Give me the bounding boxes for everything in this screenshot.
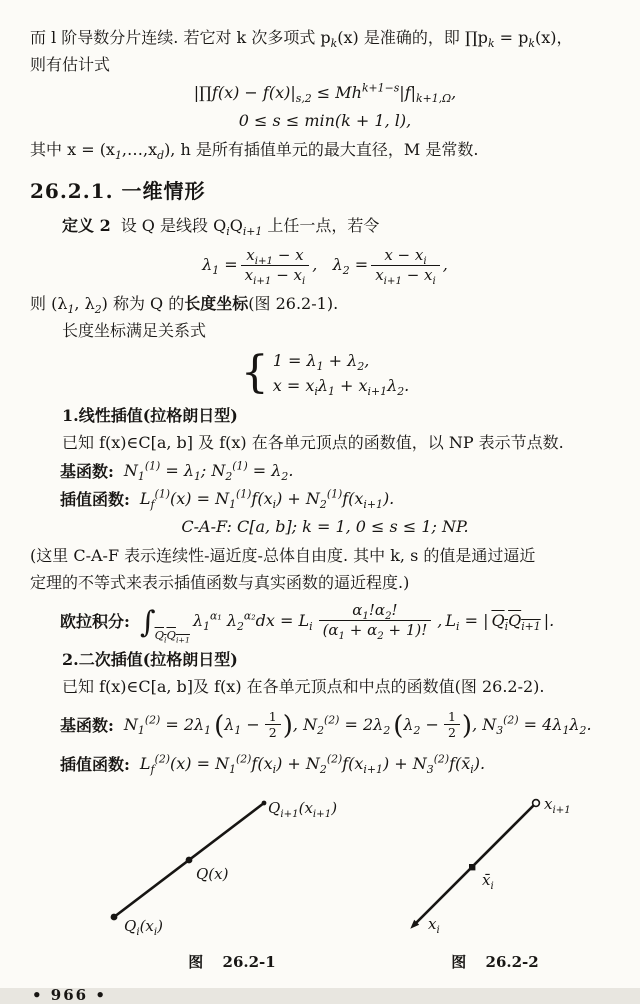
euler-length-segment: $Q_iQ_{i+1}$ — [491, 611, 541, 634]
label-point-Qi: $Q_i(x_i)$ — [124, 916, 164, 938]
equation-system — [30, 348, 620, 398]
euler-length-lhs: $L_i$ = | — [445, 611, 489, 634]
euler-fraction — [319, 601, 435, 640]
euler-separator: , — [437, 611, 443, 630]
label-point-xi1: $x_{i+1}$ — [544, 794, 571, 816]
integral-sign: ∫ — [139, 605, 156, 640]
equation-error-estimate-text: |∏f(x) − $f(x)|_{s,2} \le Mh^{k+1-s}|f|_{k+1,\Omega}$, — [193, 81, 457, 106]
endpoint-dot-Qi1 — [262, 800, 267, 805]
paragraph-linear-given: 已知 f(x)∈C[a, b] 及 f(x) 在各单元顶点的函数值，以 NP 表示节点数. — [62, 432, 564, 452]
row-euler-integral — [30, 597, 620, 645]
row-basis-functions-quadratic — [30, 701, 620, 749]
caf-text: C-A-F: C[a, b]; k = 1, 0 ≤ s ≤ 1; NP. — [181, 516, 469, 536]
midpoint-dot-xbar — [469, 864, 475, 870]
paragraph-notation: 其中 $x = (x_1,\dots,x_d)$, h 是所有插值单元的最大直径，M 是常数. — [30, 140, 479, 163]
open-endpoint-dot-xi1 — [533, 799, 540, 806]
euler-integral-label: 欧拉积分: — [60, 612, 130, 631]
segment-line — [416, 803, 536, 923]
basis-functions-linear-formula: $N_1^{(1)} = \lambda_1$; $N_2^{(1)} = \lambda_2$. — [123, 459, 294, 483]
system-line-2: $x = x_i\lambda_1 + x_{i+1}\lambda_2$. — [272, 375, 410, 398]
system-lines — [273, 348, 409, 398]
basis2-n1-head: $N_1^{(2)} = 2\lambda_1$ — [123, 713, 212, 738]
definition-text: 设 Q 是线段 $Q_iQ_{i+1}$ 上任一点，若令 — [120, 216, 380, 239]
figure-26-2-1-caption: 图 26.2-1 — [188, 952, 276, 971]
row-basis-functions-linear — [30, 457, 620, 484]
trailing-comma: , — [442, 254, 448, 274]
page-footer — [30, 986, 620, 1004]
section-heading-26-2-1: 26.2.1. 一维情形 — [30, 179, 206, 203]
lambda1-denominator: $x_{i+1} - x_i$ — [241, 265, 310, 285]
integral-subscript — [155, 628, 190, 642]
system-line-1: $1 = \lambda_1 + \lambda_2$, — [272, 350, 370, 373]
interpolation-function-linear-formula: $L_f^{(1)}(x) = N_1^{(1)}f(x_i) + N_2^{(1)}f(x_{i+1})$. — [139, 487, 395, 511]
figure-26-2-2 — [400, 789, 590, 972]
lambda2-fraction — [371, 246, 440, 285]
separator-comma: , — [312, 254, 318, 274]
p4-bold-term: 长度坐标 — [184, 293, 249, 313]
label-point-Qi1: $Q_{i+1}(x_{i+1})$ — [268, 798, 338, 820]
euler-length-end: |. — [543, 611, 555, 630]
euler-fraction-denominator: $(\alpha_1 + \alpha_2 + 1)$! — [319, 620, 432, 640]
paragraph-caf-note-line1: (这里 C-A-F 表示连续性-逼近度-总体自由度. 其中 k, s 的值是通过逼近 — [30, 545, 536, 565]
basis-functions-quadratic-label: 基函数: — [60, 716, 114, 735]
integral-subscript-segment: $Q_iQ_{i+1}$ — [154, 627, 190, 644]
basis2-n2-head: , $N_2^{(2)} = 2\lambda_2$ — [292, 713, 391, 738]
p4-start: 则 ($\lambda_1$, $\lambda_2$) 称为 Q 的 — [30, 293, 185, 316]
right-paren-1: ) — [282, 710, 293, 741]
half-numerator-2: 1 — [447, 709, 456, 724]
left-paren-2: ( — [393, 710, 404, 741]
one-half-fraction-2 — [444, 709, 460, 740]
endpoint-dot-Qi — [111, 913, 118, 920]
label-point-xbar: $x̄_i$ — [482, 870, 494, 892]
paragraph-intro-line1: 而 l 阶导数分片连续. 若它对 k 次多项式 $p_k(x)$ 是准确的，即 $\prod p_k = p_k(x)$， — [30, 28, 573, 51]
lambda1-lhs: $\lambda_1$ = — [202, 254, 238, 277]
row-interpolation-function-linear — [30, 485, 620, 512]
system-brace: { — [240, 346, 269, 398]
half-denominator-2: 2 — [444, 724, 460, 740]
lambda2-lhs: $\lambda_2$ = — [332, 254, 369, 277]
p4-end: (图 26.2-1). — [248, 293, 339, 313]
equation-s-range-text: 0 ≤ s ≤ min(k + 1, l), — [238, 111, 412, 130]
paragraph-definition-2 — [30, 212, 620, 239]
lambda1-numerator: $x_{i+1} - x$ — [246, 246, 304, 267]
basis2-n3: , $N_3^{(2)} = 4\lambda_1\lambda_2$. — [472, 713, 592, 738]
left-paren-1: ( — [214, 710, 225, 741]
figure-26-2-2-caption: 图 26.2-2 — [451, 952, 539, 971]
one-half-fraction-1 — [265, 709, 281, 740]
label-point-xi: $x_i$ — [428, 914, 440, 936]
label-point-Q: Q(x) — [196, 864, 229, 883]
figures-row — [30, 789, 620, 972]
equation-error-estimate — [30, 80, 620, 106]
half-denominator-1: 2 — [265, 724, 281, 740]
equation-s-range — [30, 108, 620, 134]
paragraph-quadratic-given: 已知 f(x)∈C[a, b]及 f(x) 在各单元顶点和中点的函数值(图 26.2-2). — [62, 676, 545, 696]
definition-label: 定义 2 — [62, 216, 111, 235]
right-paren-2: ) — [461, 710, 473, 741]
lambda2-denominator: $x_{i+1} - x_i$ — [371, 265, 440, 285]
lambda1-fraction — [241, 246, 310, 285]
half-numerator-1: 1 — [268, 709, 277, 724]
interpolation-function-label: 插值函数: — [60, 489, 130, 509]
paragraph-relations-intro: 长度坐标满足关系式 — [62, 320, 207, 340]
page-number: • 966 • — [32, 985, 107, 1004]
euler-fraction-numerator: $\alpha_1!\alpha_2$! — [352, 601, 398, 623]
row-interpolation-function-quadratic — [30, 750, 620, 777]
interpolation-function-quadratic-label: 插值函数: — [60, 754, 130, 774]
interpolation-function-quadratic-formula: $L_f^{(2)}(x) = N_1^{(2)}f(x_i) + N_2^{(2)}f(x_{i+1})$ + $N_3^{(2)}f(x̄_i)$. — [139, 752, 486, 776]
figure-26-2-1 — [92, 789, 372, 972]
equation-length-coordinates — [30, 246, 620, 285]
paragraph-intro-line2: 则有估计式 — [30, 55, 111, 74]
basis2-n1-inner: $\lambda_1$ − — [224, 715, 260, 738]
equation-caf — [30, 514, 620, 540]
lambda2-numerator: $x - x_i$ — [384, 246, 427, 267]
basis-functions-label: 基函数: — [60, 461, 114, 481]
subheading-linear-interpolation: 1.线性插值(拉格朗日型) — [62, 405, 238, 425]
midpoint-dot-Q — [186, 856, 193, 863]
paragraph-caf-note-line2: 定理的不等式来表示插值函数与真实函数的逼近程度.) — [30, 572, 410, 592]
paragraph-length-coordinate-name — [30, 290, 620, 317]
subheading-quadratic-interpolation: 2.二次插值(拉格朗日型) — [62, 649, 238, 669]
basis2-n2-inner: $\lambda_2$ − — [403, 715, 439, 738]
euler-integrand: $\lambda_1^{\alpha_1}$ $\lambda_2^{\alpha_2}dx = L_i$ — [192, 609, 313, 634]
